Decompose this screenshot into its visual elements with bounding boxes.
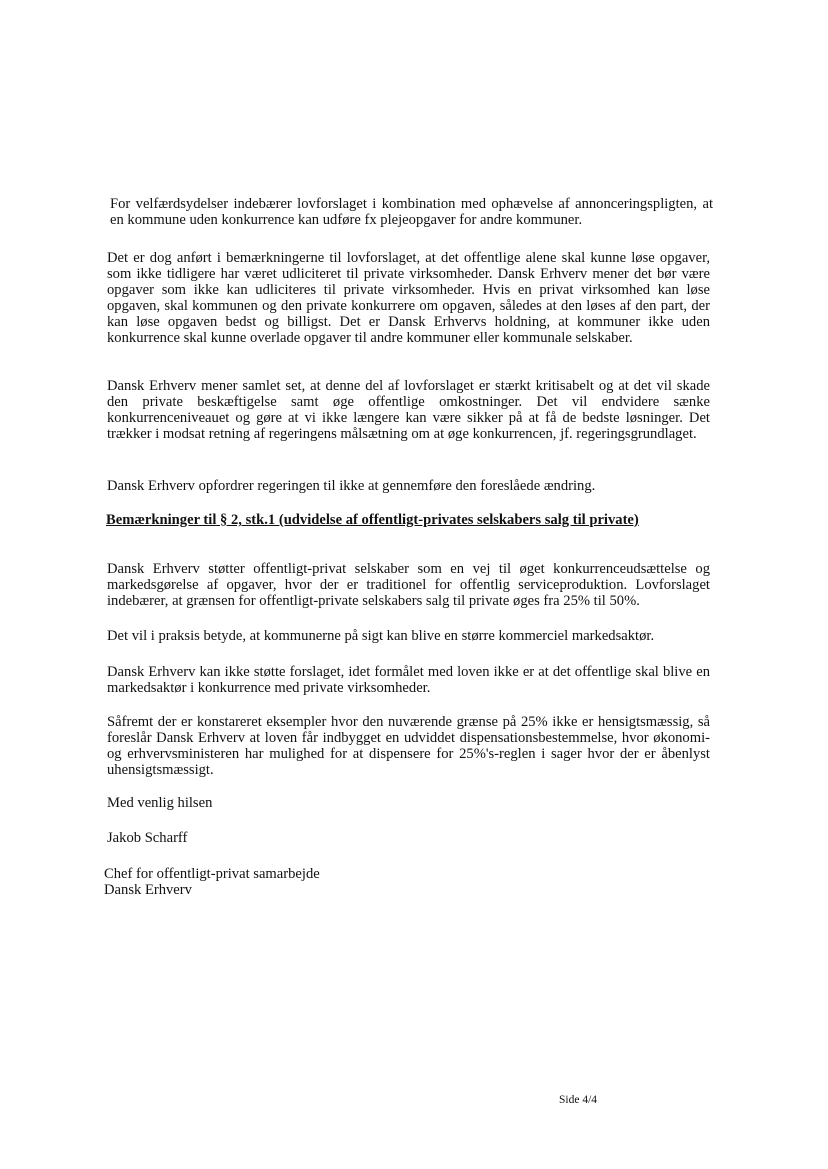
page-number: Side 4/4 — [559, 1094, 598, 1106]
closing-greeting: Med venlig hilsen — [107, 795, 213, 811]
paragraph-stoette: Dansk Erhverv støtter offentligt-privat selskaber som en vej til øget konkurrenceudsættelse og markedsgørelse af opgaver, hvor der er traditionel for offentlig serviceproduktion. Lovforslaget indebærer, at grænsen for offentligt-private selskabers salg til private øges fra 25% til 50%. — [107, 561, 710, 609]
paragraph-praksis: Det vil i praksis betyde, at kommunerne på sigt kan blive en større kommerciel markedsaktør. — [107, 628, 655, 644]
signer-block — [104, 866, 707, 898]
paragraph-velfaerdsydelser: For velfærdsydelser indebærer lovforslaget i kombination med ophævelse af annonceringspligten, at en kommune uden konkurrence kan udføre fx plejeopgaver for andre kommuner. — [110, 196, 713, 228]
paragraph-bemaerkninger: Det er dog anført i bemærkningerne til lovforslaget, at det offentlige alene skal kunne løse opgaver, som ikke tidligere har været udliciteret til private virksomheder. Dansk Erhverv mener det bør være opgaver som ikke kan udliciteres til private virksomheder. Hvis en privat virksomhed kan løse opgaven, skal kommunen og den private konkurrere om opgaven, således at den løses af den part, der kan løse opgaven bedst og billigst. Det er Dansk Erhvervs holdning, at kommuner ikke uden konkurrence skal kunne overlade opgaver til andre kommuner eller kommunale selskaber. — [107, 250, 710, 346]
paragraph-kritik: Dansk Erhverv mener samlet set, at denne del af lovforslaget er stærkt kritisabelt og at det vil skade den private beskæftigelse samt øge offentlige omkostninger. Det vil endvidere sænke konkurrenceniveauet og gøre at vi ikke længere kan være sikker på at få de bedste løsninger. Det trækker i modsat retning af regeringens målsætning om at øge konkurrencen, jf. regeringsgrundlaget. — [107, 378, 710, 442]
section-heading: Bemærkninger til § 2, stk.1 (udvidelse af offentligt-privates selskabers salg til private) — [106, 512, 639, 528]
signer-name: Jakob Scharff — [107, 830, 188, 846]
paragraph-dispensation: Såfremt der er konstareret eksempler hvor den nuværende grænse på 25% ikke er hensigtsmæssig, så foreslår Dansk Erhverv at loven får indbygget en udviddet dispensationsbestemmelse, hvor økonomi- og erhvervsministeren har mulighed for at dispensere for 25%'s-reglen i sager hvor der er åbenlyst uhensigtsmæssigt. — [107, 714, 710, 778]
paragraph-opfordring: Dansk Erhverv opfordrer regeringen til ikke at gennemføre den foreslåede ændring. — [107, 478, 596, 494]
signer-title: Chef for offentligt-privat samarbejde — [104, 866, 320, 882]
signer-org: Dansk Erhverv — [104, 882, 192, 898]
paragraph-ikke-stoette: Dansk Erhverv kan ikke støtte forslaget, idet formålet med loven ikke er at det offentlige skal blive en markedsaktør i konkurrence med private virksomheder. — [107, 664, 710, 696]
